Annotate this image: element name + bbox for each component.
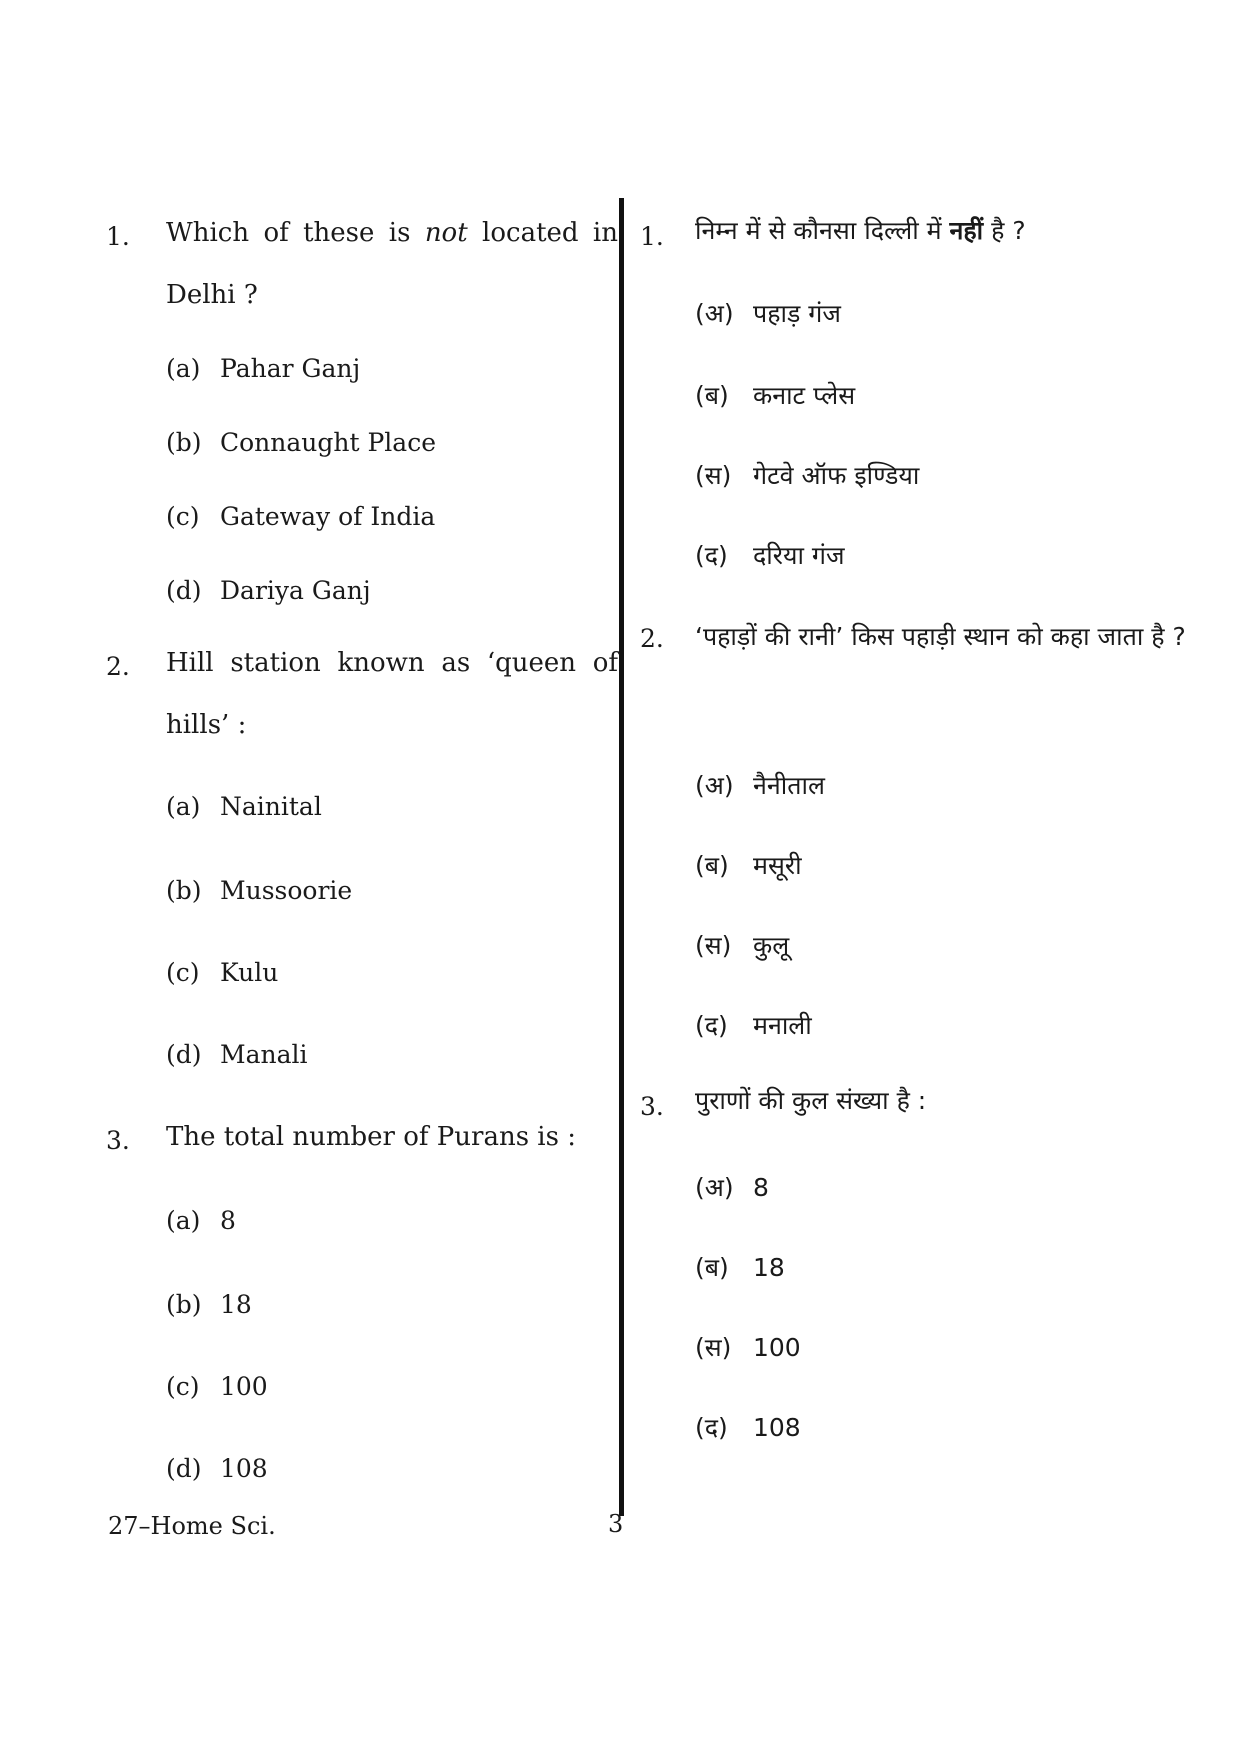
option: (b) Mussoorie: [166, 876, 353, 905]
option: (a) 8: [166, 1206, 236, 1235]
option: (स) कुलू: [695, 931, 790, 960]
option: (अ) नैनीताल: [695, 771, 825, 800]
option: (स) गेटवे ऑफ इण्डिया: [695, 461, 920, 490]
question-number: 2.: [640, 624, 664, 653]
paper-code: 27–Home Sci.: [108, 1512, 276, 1540]
option: (c) 100: [166, 1372, 268, 1401]
question-text: Which of these is not located in Delhi ?: [166, 218, 618, 310]
question-text: ‘पहाड़ों की रानी’ किस पहाड़ी स्थान को कहा जाता है ?: [695, 622, 1186, 651]
option: (c) Kulu: [166, 958, 279, 987]
column-divider: [619, 198, 624, 1516]
question-text: Hill station known as ‘queen of hills’ :: [166, 648, 618, 740]
option: (c) Gateway of India: [166, 502, 436, 531]
question-text: पुराणों की कुल संख्या है :: [695, 1086, 927, 1115]
option: (ब) मसूरी: [695, 851, 802, 880]
option: (अ) 8: [695, 1173, 769, 1202]
option: (द) 108: [695, 1413, 801, 1442]
option: (a) Pahar Ganj: [166, 354, 361, 383]
option: (a) Nainital: [166, 792, 322, 821]
question-number: 2.: [106, 652, 130, 681]
option: (द) दरिया गंज: [695, 541, 845, 570]
option: (b) 18: [166, 1290, 252, 1319]
question-number: 1.: [640, 222, 664, 251]
option: (d) 108: [166, 1454, 268, 1483]
question-number: 1.: [106, 222, 130, 251]
question-text: निम्न में से कौनसा दिल्ली में नहीं है ?: [695, 216, 1026, 245]
option: (अ) पहाड़ गंज: [695, 299, 841, 328]
option: (स) 100: [695, 1333, 801, 1362]
option: (d) Dariya Ganj: [166, 576, 371, 605]
option: (b) Connaught Place: [166, 428, 437, 457]
option: (d) Manali: [166, 1040, 308, 1069]
question-text: The total number of Purans is :: [166, 1122, 576, 1152]
page-number: 3: [608, 1510, 624, 1538]
question-number: 3.: [106, 1126, 130, 1155]
option: (ब) कनाट प्लेस: [695, 381, 856, 410]
option: (ब) 18: [695, 1253, 785, 1282]
question-number: 3.: [640, 1092, 664, 1121]
option: (द) मनाली: [695, 1011, 812, 1040]
